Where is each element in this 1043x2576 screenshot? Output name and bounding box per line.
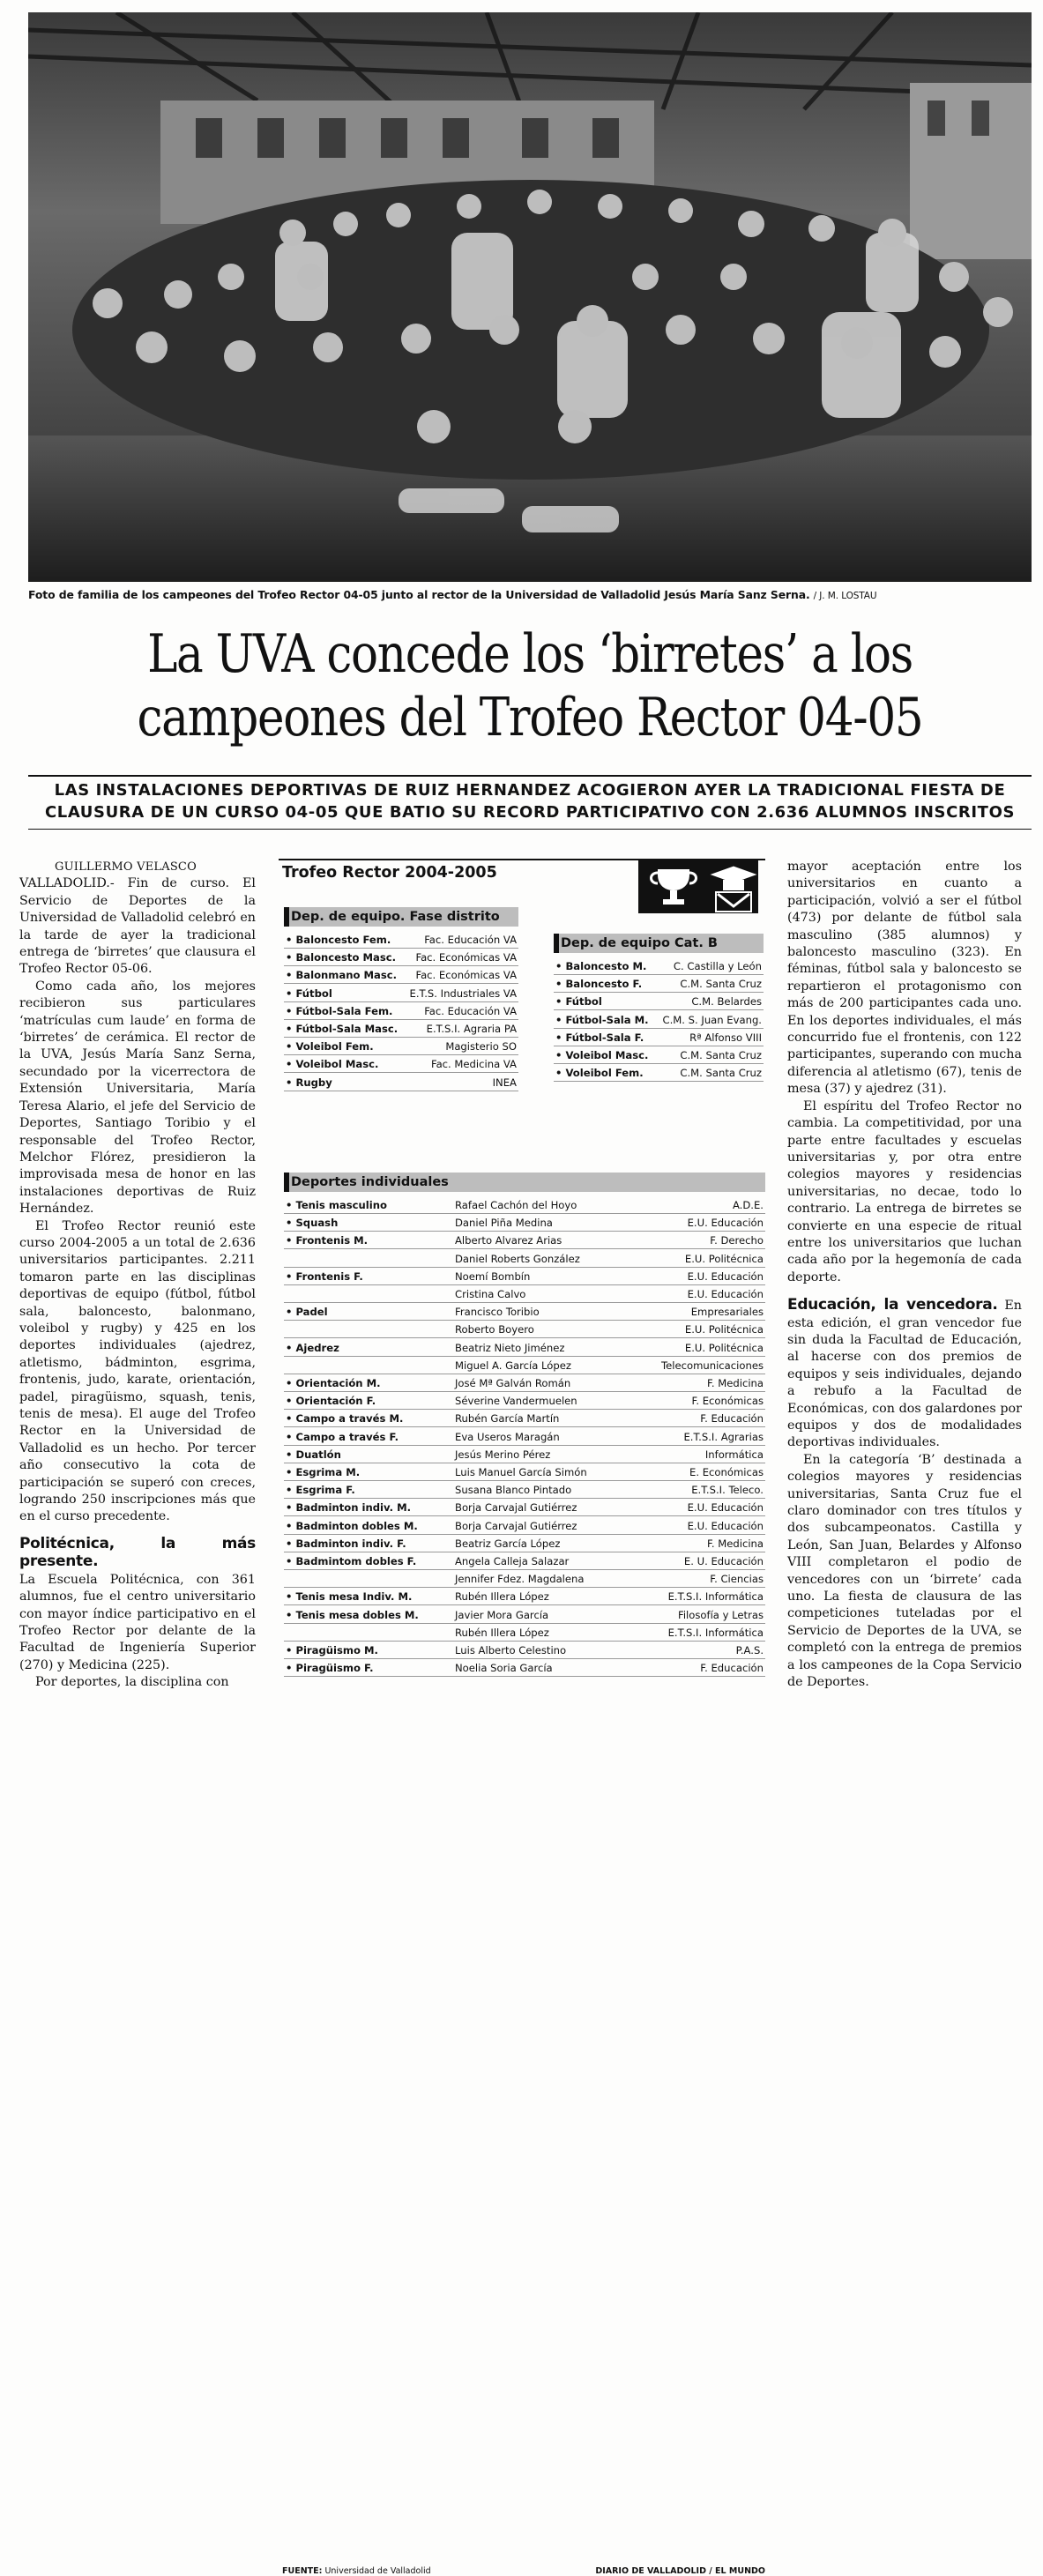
result-center: E.U. Educación [687, 1269, 764, 1283]
result-sport: • Tenis mesa Indiv. M. [286, 1590, 413, 1604]
result-winner: Fac. Económicas VA [415, 951, 517, 964]
result-row [284, 1358, 765, 1374]
result-center: E.U. Educación [687, 1217, 764, 1230]
result-athlete: Roberto Boyero [455, 1323, 534, 1336]
result-sport: • Esgrima F. [286, 1484, 355, 1497]
result-row [284, 1482, 765, 1499]
article-paragraph-4: La Escuela Politécnica, con 361 alumnos, fue el centro universitario con mayor índice participativo en el Trofeo Rector por delante de la Facultad de Ingeniería Superior (270) y Medicina (225). [19, 1572, 256, 1672]
result-sport: • Orientación F. [286, 1395, 376, 1408]
result-row [284, 1322, 765, 1338]
result-row [284, 1411, 765, 1427]
result-winner: E.T.S.I. Agraria PA [426, 1023, 517, 1035]
result-winner: Fac. Educación VA [424, 1004, 517, 1017]
result-athlete: Miguel A. García López [455, 1359, 571, 1372]
article-paragraph-2: Como cada año, los mejores recibieron sus particulares ‘matrículas cum laude’ en forma de ‘birretes’ de cerámica. El rector de la UVA, Jesús María Sanz Serna, secundado por la vicerrectora de Extensión Universitaria, María Teresa Alario, el jefe del Servicio de Deportes, Santiago Toribio y el responsable del Trofeo Rector, Melchor Flórez, presidieron la improvisada mesa de honor en las instalaciones deportivas de Ruiz Hernández. [19, 979, 256, 1217]
result-row [284, 967, 518, 984]
article-paragraph-8 [787, 1297, 1022, 1452]
article-paragraph-7: El espíritu del Trofeo Rector no cambia. La competitividad, por una parte entre facultades y escuelas universitarias y, por otra entre colegios mayores y residencias universitarias, no decae, todo lo contrario. La entrega de birretes se convierte en una especie de ritual entre los universitarios que luchan cada año por la hegemonía de cada deporte. [787, 1098, 1022, 1284]
article-paragraph-1: VALLADOLID.- Fin de curso. El Servicio de Deportes de la Universidad de Valladolid celebró en la tarde de ayer la tradicional entrega de ‘birretes’ que clausura el Trofeo Rector 05-06. [19, 876, 256, 977]
result-center: E.T.S.I. Agrarias [683, 1430, 764, 1443]
source-text: Universidad de Valladolid [324, 2566, 431, 2576]
headline-line-1: La UVA concede los ‘birretes’ a los [147, 623, 913, 685]
result-athlete: Noemí Bombín [455, 1269, 531, 1283]
result-sport: • Badminton indiv. F. [286, 1537, 406, 1550]
article-author: GUILLERMO VELASCO [55, 860, 197, 874]
result-row [284, 1429, 765, 1446]
result-center: E.U. Educación [687, 1288, 764, 1300]
result-athlete: Rubén García Martín [455, 1412, 560, 1426]
result-winner: C.M. Santa Cruz [680, 1049, 762, 1061]
result-winner: C.M. Santa Cruz [680, 1067, 762, 1080]
subhead-rule-bottom [28, 829, 1032, 830]
result-sport: • Baloncesto Masc. [286, 951, 397, 964]
result-row [284, 1447, 765, 1463]
subhead-line-2: CLAUSURA DE UN CURSO 04-05 QUE BATIO SU RECORD PARTICIPATIVO CON 2.636 ALUMNOS INSCRITOS [44, 803, 1016, 822]
result-center: E. Económicas [689, 1466, 764, 1478]
result-row [284, 1393, 765, 1410]
result-athlete: Eva Useros Maragán [455, 1430, 560, 1443]
result-sport: • Piragüismo F. [286, 1662, 374, 1675]
result-athlete: Noelia Soria García [455, 1662, 553, 1675]
result-sport: • Padel [286, 1306, 328, 1319]
result-athlete: Francisco Toribio [455, 1306, 540, 1319]
result-athlete: Beatriz García López [455, 1537, 561, 1550]
result-sport: • Ajedrez [286, 1341, 339, 1354]
result-sport: • Baloncesto Fem. [286, 934, 391, 946]
article-paragraph-8-text: En esta edición, el gran vencedor fue sin duda la Facultad de Educación, al hacerse con dos premios de equipos y seis individuales, dejando a rebufo a la Facultad de Económicas, con dos galardones por equipos y dos de modalidades deportivas individuales. [787, 1299, 1022, 1450]
result-sport: • Voleibol Fem. [555, 1067, 644, 1080]
result-sport: • Voleibol Masc. [555, 1049, 649, 1061]
result-row [284, 1340, 765, 1357]
result-athlete: Beatriz Nieto Jiménez [455, 1341, 565, 1354]
result-sport: • Balonmano Masc. [286, 969, 397, 982]
result-athlete: Daniel Roberts González [455, 1252, 580, 1265]
result-row [284, 1251, 765, 1268]
result-sport: • Orientación M. [286, 1377, 381, 1389]
photo-caption [28, 588, 1032, 601]
result-center: E.U. Politécnica [684, 1341, 764, 1354]
trophy-icon [638, 859, 758, 913]
result-row [284, 1536, 765, 1552]
section-team-cat-b: Dep. de equipo Cat. B [554, 934, 764, 953]
result-athlete: Jennifer Fdez. Magdalena [455, 1573, 585, 1586]
result-sport: • Baloncesto M. [555, 960, 647, 972]
result-sport: • Campo a través M. [286, 1412, 404, 1426]
result-sport: • Voleibol Fem. [286, 1040, 374, 1053]
result-row [284, 1625, 765, 1642]
article-subheading-educacion: Educación, la vencedora. [787, 1296, 998, 1314]
result-sport: • Baloncesto F. [555, 978, 643, 991]
result-athlete: Borja Carvajal Gutiérrez [455, 1519, 577, 1532]
result-center: E.U. Educación [687, 1519, 764, 1532]
result-athlete: Luis Manuel García Simón [455, 1466, 587, 1478]
result-center: P.A.S. [735, 1644, 764, 1657]
article-paragraph-3: El Trofeo Rector reunió este curso 2004-2005 a un total de 2.636 universitarios participantes. 2.211 tomaron parte en las disciplinas deportivas de equipo (fútbol, fútbol sala, baloncesto, balonmano, voleibol y rugby) y 425 en los deportes individuales (ajedrez, atletismo, bádminton, esgrima, frontenis, judo, karate, orientación, padel, piragüismo, squash, tenis, tenis de mesa). El auge del Trofeo Rector en la Universidad de Valladolid es un hecho. Por tercer año consecutivo la cota de participación se superó con creces, logrando 250 inscripciones más que en el curso precedente. [19, 1218, 256, 1524]
result-row [554, 1012, 764, 1029]
result-center: F. Ciencias [710, 1573, 764, 1586]
result-winner: Magisterio SO [445, 1040, 517, 1053]
result-winner: C.M. Santa Cruz [680, 978, 762, 991]
result-winner: Fac. Económicas VA [415, 969, 517, 982]
section-individual: Deportes individuales [284, 1173, 765, 1192]
result-row [284, 932, 518, 949]
result-winner: C.M. S. Juan Evang. [662, 1013, 762, 1026]
result-row [554, 994, 764, 1010]
article-column-right [787, 859, 1022, 1692]
result-athlete: Alberto Alvarez Arias [455, 1234, 562, 1247]
result-row [284, 1232, 765, 1249]
result-winner: Rª Alfonso VIII [689, 1031, 762, 1044]
result-center: Telecomunicaciones [661, 1359, 764, 1372]
result-center: F. Educación [700, 1662, 764, 1675]
result-winner: E.T.S. Industriales VA [409, 986, 517, 1000]
result-row [284, 1375, 765, 1392]
result-winner: INEA [492, 1076, 517, 1089]
article-paragraph-5: Por deportes, la disciplina con [35, 1675, 229, 1690]
result-athlete: Jesús Merino Pérez [455, 1448, 551, 1461]
result-center: F. Derecho [710, 1234, 764, 1247]
result-winner: C.M. Belardes [691, 995, 762, 1009]
result-row [284, 986, 518, 1002]
result-sport: • Fútbol [555, 995, 602, 1009]
result-row [284, 1464, 765, 1481]
result-sport: • Squash [286, 1217, 339, 1230]
result-sport: • Campo a través F. [286, 1430, 399, 1443]
result-center: E.T.S.I. Informática [667, 1626, 764, 1639]
result-sport: • Tenis mesa dobles M. [286, 1608, 419, 1621]
result-center: F. Económicas [691, 1395, 764, 1408]
result-row [284, 1518, 765, 1535]
source-label: FUENTE: [282, 2566, 323, 2576]
result-sport: • Fútbol-Sala F. [555, 1031, 644, 1044]
result-center: E.U. Politécnica [684, 1252, 764, 1265]
result-sport: • Badminton indiv. M. [286, 1501, 412, 1515]
result-row [554, 958, 764, 975]
result-sport: • Frontenis F. [286, 1269, 363, 1283]
result-row [284, 1304, 765, 1321]
result-athlete: Luis Alberto Celestino [455, 1644, 567, 1657]
article-paragraph-6: mayor aceptación entre los universitarios en cuanto a participación, volvió a ser el fútbol (473) por delante de fútbol sala masculino (385 alumnos) y baloncesto masculino (323). En féminas, fútbol sala y baloncesto se repartieron el protagonismo con más de 200 participantes cada uno. En los deportes individuales, el más concurrido fue el frontenis, con 122 participantes, superando con mucha diferencia al atletismo (67), tenis de mesa (37) y ajedrez (31). [787, 860, 1022, 1097]
box-source [282, 2566, 431, 2576]
result-athlete: Rubén Illera López [455, 1590, 549, 1604]
result-sport: • Fútbol [286, 986, 332, 1000]
result-sport: • Frontenis M. [286, 1234, 369, 1247]
result-athlete: Séverine Vandermuelen [455, 1395, 577, 1408]
result-athlete: Rubén Illera López [455, 1626, 549, 1639]
result-row [284, 949, 518, 966]
result-center: F. Educación [700, 1412, 764, 1426]
headline [99, 622, 962, 749]
result-sport: • Voleibol Masc. [286, 1058, 379, 1071]
result-row [284, 1571, 765, 1588]
group-photo-image [28, 12, 1032, 582]
result-center: Empresariales [690, 1306, 764, 1319]
result-athlete: Daniel Piña Medina [455, 1217, 553, 1230]
article-paragraph-9: En la categoría ‘B’ destinada a colegios mayores y residencias universitarias, Santa Cruz fue el claro dominador con tres títulos y dos subcampeonatos. Castilla y León, San Juan, Belardes y Alfonso VIII completaron el podio de vencedores con un ‘birrete’ cada uno. La fiesta de clausura de las competiciones tuteladas por el Servicio de Deportes de la UVA, se completó con la entrega de premios a los campeones de la Copa Servicio de Deportes. [787, 1452, 1022, 1690]
result-sport: • Piragüismo M. [286, 1644, 378, 1657]
result-center: Filosofía y Letras [678, 1608, 764, 1621]
article-column-left [19, 859, 256, 1692]
result-center: F. Medicina [707, 1537, 764, 1550]
result-row [554, 976, 764, 993]
box-publisher: DIARIO DE VALLADOLID / EL MUNDO [595, 2566, 765, 2576]
result-sport: • Fútbol-Sala Fem. [286, 1004, 393, 1017]
result-row [284, 1660, 765, 1677]
result-athlete: José Mª Galván Román [455, 1377, 571, 1389]
result-row [284, 1056, 518, 1073]
result-sport: • Esgrima M. [286, 1466, 361, 1478]
result-row [284, 1589, 765, 1605]
result-sport: • Tenis masculino [286, 1199, 387, 1211]
result-center: F. Medicina [707, 1377, 764, 1389]
result-row [284, 1215, 765, 1232]
result-center: A.D.E. [732, 1199, 764, 1211]
result-row [284, 1269, 765, 1285]
result-athlete: Rafael Cachón del Hoyo [455, 1199, 577, 1211]
result-athlete: Cristina Calvo [455, 1288, 526, 1300]
result-athlete: Susana Blanco Pintado [455, 1484, 572, 1497]
result-row [284, 1607, 765, 1624]
section-team-district: Dep. de equipo. Fase distrito [284, 907, 518, 927]
result-winner: C. Castilla y León [673, 960, 762, 972]
result-row [284, 1500, 765, 1516]
result-athlete: Borja Carvajal Gutiérrez [455, 1501, 577, 1515]
subhead-rule-top [28, 775, 1032, 777]
photo-caption-text: Foto de familia de los campeones del Trofeo Rector 04-05 junto al rector de la Universidad de Valladolid Jesús María Sanz Serna. [28, 588, 810, 601]
result-center: E.T.S.I. Informática [667, 1590, 764, 1604]
result-row [554, 1065, 764, 1082]
result-center: E.T.S.I. Teleco. [691, 1484, 764, 1497]
result-row [284, 1039, 518, 1055]
result-sport: • Badmintom dobles F. [286, 1555, 417, 1567]
result-row [284, 1003, 518, 1020]
result-row [284, 1553, 765, 1570]
result-row [284, 1075, 518, 1091]
result-center: E.U. Politécnica [684, 1323, 764, 1336]
result-sport: • Badminton dobles M. [286, 1519, 418, 1532]
article-subheading-politecnica: Politécnica, la más presente. [19, 1534, 256, 1570]
box-title: Trofeo Rector 2004-2005 [282, 864, 497, 882]
result-row [284, 1197, 765, 1214]
result-row [284, 1642, 765, 1659]
subheadline [28, 779, 1032, 823]
result-sport: • Fútbol-Sala Masc. [286, 1023, 399, 1035]
result-center: E. U. Educación [683, 1555, 764, 1567]
result-sport: • Rugby [286, 1076, 332, 1089]
photo-credit: / J. M. LOSTAU [813, 591, 877, 601]
result-sport: • Fútbol-Sala M. [555, 1013, 649, 1026]
headline-line-2: campeones del Trofeo Rector 04-05 [137, 687, 923, 748]
result-row [284, 1286, 765, 1303]
group-photo [28, 12, 1032, 582]
result-athlete: Javier Mora García [455, 1608, 549, 1621]
result-athlete: Angela Calleja Salazar [455, 1555, 570, 1567]
result-row [284, 1021, 518, 1038]
trophy-graduation-cap-icon [638, 859, 758, 913]
result-winner: Fac. Medicina VA [430, 1058, 517, 1071]
result-row [554, 1030, 764, 1046]
subhead-line-1: LAS INSTALACIONES DEPORTIVAS DE RUIZ HERNANDEZ ACOGIERON AYER LA TRADICIONAL FIESTA DE [54, 781, 1006, 800]
result-sport: • Duatlón [286, 1448, 341, 1461]
result-center: Informática [704, 1448, 764, 1461]
result-row [554, 1047, 764, 1064]
result-center: E.U. Educación [687, 1501, 764, 1515]
results-box [279, 859, 765, 2576]
result-winner: Fac. Educación VA [424, 934, 517, 946]
